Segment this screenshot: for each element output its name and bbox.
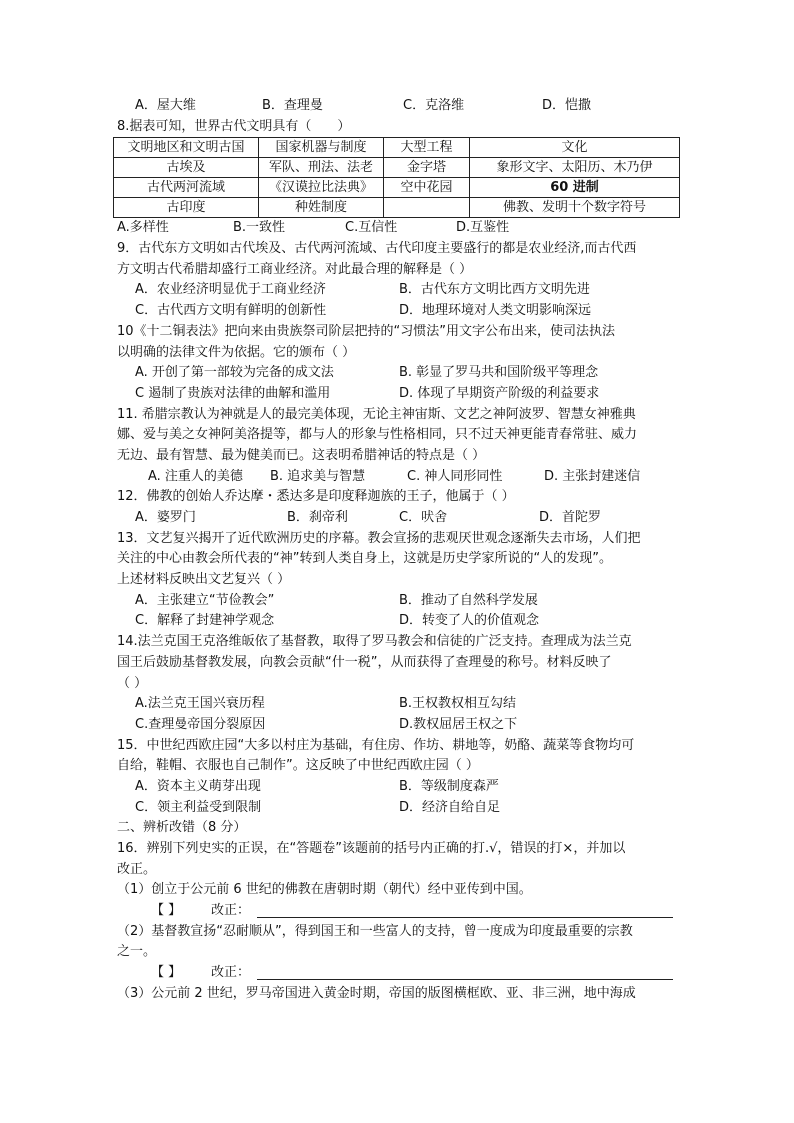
q13-stem-line: 关注的中心由教会所代表的“神”转到人类自身上，这就是历史学家所说的“人的发现”。 — [117, 551, 612, 567]
q15-stem-line: 15．中世纪西欧庄园“大多以村庄为基础，有住房、作坊、耕地等，奶酪、蔬菜等食物均可 — [117, 737, 635, 753]
exam-page — [117, 96, 681, 1005]
table-row — [114, 178, 680, 198]
q9-stem-line: 方文明古代希腊却盛行工商业经济。对此最合理的解释是（ ） — [117, 261, 473, 277]
q16-item-2: （2）基督教宣扬“忍耐顺从”，得到国王和一些富人的支持，曾一度成为印度最重要的宗教 — [117, 923, 633, 939]
q10-option-a: A. 开创了第一部较为完备的成文法 — [135, 365, 334, 381]
q11-options — [117, 467, 681, 488]
table-cell: 古代两河流域 — [114, 178, 259, 198]
table-cell: 60 进制 — [470, 178, 680, 198]
q13-option-d: D．转变了人的价值观念 — [399, 613, 540, 629]
q11-stem-line: 娜、爱与美之女神阿美洛提等，都与人的形象与性格相同，只不过天神更能青春常驻、威力 — [117, 427, 638, 443]
q15-option-a: A．资本主义萌芽出现 — [135, 778, 261, 794]
q10-stem-line: 以明确的法律文件为依据。它的颁布（ ） — [117, 344, 356, 360]
q12-option-c: C．吠舍 — [399, 510, 448, 525]
table-cell: 佛教、发明十个数字符号 — [470, 198, 680, 218]
q14-stem-line: （ ） — [117, 675, 148, 691]
q12-option-a: A．婆罗门 — [135, 510, 196, 525]
q16-item-1: （1）创立于公元前 6 世纪的佛教在唐朝时期（朝代）经中亚传到中国。 — [117, 882, 532, 898]
q9-option-a: A．农业经济明显优于工商业经济 — [135, 282, 326, 298]
q8-option-a: A.多样性 — [117, 220, 169, 236]
answer-row — [117, 963, 681, 984]
q11-stem-line: 无边、最有智慧、最为健美而已。这表明希腊神话的特点是（ ） — [117, 447, 486, 463]
table-row — [114, 158, 680, 178]
q13-option-b: B．推动了自然科学发展 — [399, 592, 538, 608]
civilization-table — [113, 137, 680, 218]
q9-options-row — [117, 301, 681, 322]
q10-options-row — [117, 363, 681, 384]
q7-option-d: D．恺撒 — [542, 98, 592, 113]
correction-line[interactable] — [257, 979, 673, 980]
q13-stem-line: 上述材料反映出文艺复兴（ ） — [117, 572, 291, 588]
table-cell: 《汉谟拉比法典》 — [259, 178, 384, 198]
q15-options-row — [117, 777, 681, 798]
table-cell: 空中花园 — [384, 178, 470, 198]
table-cell: 金字塔 — [384, 158, 470, 178]
table-cell: 古埃及 — [114, 158, 259, 178]
q14-options-row — [117, 694, 681, 715]
q16-stem-line: 16．辨别下列史实的正误，在“答题卷”该题前的括号内正确的打.√，错误的打×，并加以 — [117, 841, 626, 856]
q16-item-2: 之一。 — [117, 944, 157, 960]
q16-stem-line: 改正。 — [117, 861, 157, 877]
table-cell: 古印度 — [114, 198, 259, 218]
q12-option-b: B．刹帝利 — [287, 510, 348, 525]
q15-option-b: B．等级制度森严 — [399, 778, 499, 794]
answer-bracket[interactable]: 【 】 — [151, 965, 182, 981]
table-header: 国家机器与制度 — [259, 138, 384, 158]
q9-option-d: D．地理环境对人类文明影响深远 — [399, 303, 592, 319]
q12-option-d: D．首陀罗 — [539, 510, 602, 525]
q7-option-c: C．克洛维 — [403, 98, 465, 113]
q11-option-b: B. 追求美与智慧 — [270, 468, 366, 484]
q8-option-d: D.互鉴性 — [456, 220, 510, 236]
answer-bracket[interactable]: 【 】 — [151, 903, 182, 919]
q11-option-a: A. 注重人的美德 — [148, 468, 243, 484]
correct-label: 改正： — [211, 903, 251, 919]
q9-stem-line: 9．古代东方文明如古代埃及、古代两河流域、古代印度主要盛行的都是农业经济,而古代西 — [117, 241, 637, 257]
q13-options-row — [117, 611, 681, 632]
q9-options-row — [117, 280, 681, 301]
table-header: 文明地区和文明古国 — [114, 138, 259, 158]
q13-options-row — [117, 591, 681, 612]
q10-stem-line: 10《十二铜表法》把向来由贵族祭司阶层把持的“习惯法”用文字公布出来，使司法执法 — [117, 323, 616, 339]
q11-option-d: D. 主张封建迷信 — [544, 468, 641, 484]
q12-stem-line: 12．佛教的创始人乔达摩・悉达多是印度释迦族的王子，他属于（ ） — [117, 489, 515, 505]
q11-option-c: C. 神人同形同性 — [407, 468, 503, 484]
q14-options-row — [117, 715, 681, 736]
q13-stem-line: 13．文艺复兴揭开了近代欧洲历史的序幕。教会宣扬的悲观厌世观念逐渐失去市场，人们把 — [117, 530, 641, 546]
q14-option-b: B.王权教权相互勾结 — [399, 696, 517, 712]
table-cell: 军队、刑法、法老 — [259, 158, 384, 178]
q9-option-b: B．古代东方文明比西方文明先进 — [399, 282, 590, 298]
q7-option-b: B．查理曼 — [262, 98, 323, 113]
q16-item-3: （3）公元前 2 世纪，罗马帝国进入黄金时期，帝国的版图横框欧、亚、非三洲，地中海成 — [117, 985, 636, 1001]
table-header: 大型工程 — [384, 138, 470, 158]
q14-option-a: A.法兰克王国兴衰历程 — [135, 696, 265, 712]
q13-option-a: A．主张建立“节俭教会” — [135, 592, 275, 608]
table-row — [114, 198, 680, 218]
table-cell — [384, 198, 470, 218]
table-cell: 象形文字、太阳历、木乃伊 — [470, 158, 680, 178]
q14-option-d: D.教权屈居王权之下 — [399, 716, 518, 732]
q14-option-c: C.查理曼帝国分裂原因 — [135, 716, 266, 732]
table-cell: 种姓制度 — [259, 198, 384, 218]
q13-option-c: C．解释了封建神学观念 — [135, 613, 275, 629]
q10-option-b: B. 彰显了罗马共和国阶级平等理念 — [399, 365, 599, 381]
answer-row — [117, 901, 681, 922]
correct-label: 改正： — [211, 965, 251, 981]
q11-stem-line: 11. 希腊宗教认为神就是人的最完美体现，无论主神宙斯、文艺之神阿波罗、智慧女神雅典 — [117, 406, 636, 422]
q8-option-b: B.一致性 — [233, 220, 286, 236]
q15-option-c: C．领主利益受到限制 — [135, 799, 262, 815]
section-title: 二、辨析改错（8 分） — [117, 820, 247, 836]
q8-options — [117, 218, 681, 239]
q9-option-c: C．古代西方文明有鲜明的创新性 — [135, 303, 327, 319]
q8-option-c: C.互信性 — [345, 220, 398, 236]
correction-line[interactable] — [257, 917, 673, 918]
q14-stem-line: 14.法兰克国王克洛维皈依了基督教，取得了罗马教会和信徒的广泛支持。查理成为法兰克 — [117, 634, 632, 650]
table-header: 文化 — [470, 138, 680, 158]
table-header-row — [114, 138, 680, 158]
q10-option-d: D. 体现了早期资产阶级的利益要求 — [399, 385, 600, 401]
q8-stem: 8.据表可知，世界古代文明具有（ ） — [117, 118, 351, 134]
q10-options-row — [117, 384, 681, 405]
q15-stem-line: 自给，鞋帽、衣服也自己制作”。这反映了中世纪西欧庄园（ ） — [117, 758, 479, 774]
q7-options — [117, 96, 681, 117]
q12-options — [117, 508, 681, 529]
q10-option-c: C 遏制了贵族对法律的曲解和滥用 — [135, 385, 331, 401]
q7-option-a: A．屋大维 — [135, 98, 196, 113]
q15-options-row — [117, 798, 681, 819]
q15-option-d: D．经济自给自足 — [399, 799, 501, 815]
q14-stem-line: 国王后鼓励基督教发展，向教会贡献“什一税”，从而获得了查理曼的称号。材料反映了 — [117, 654, 612, 670]
